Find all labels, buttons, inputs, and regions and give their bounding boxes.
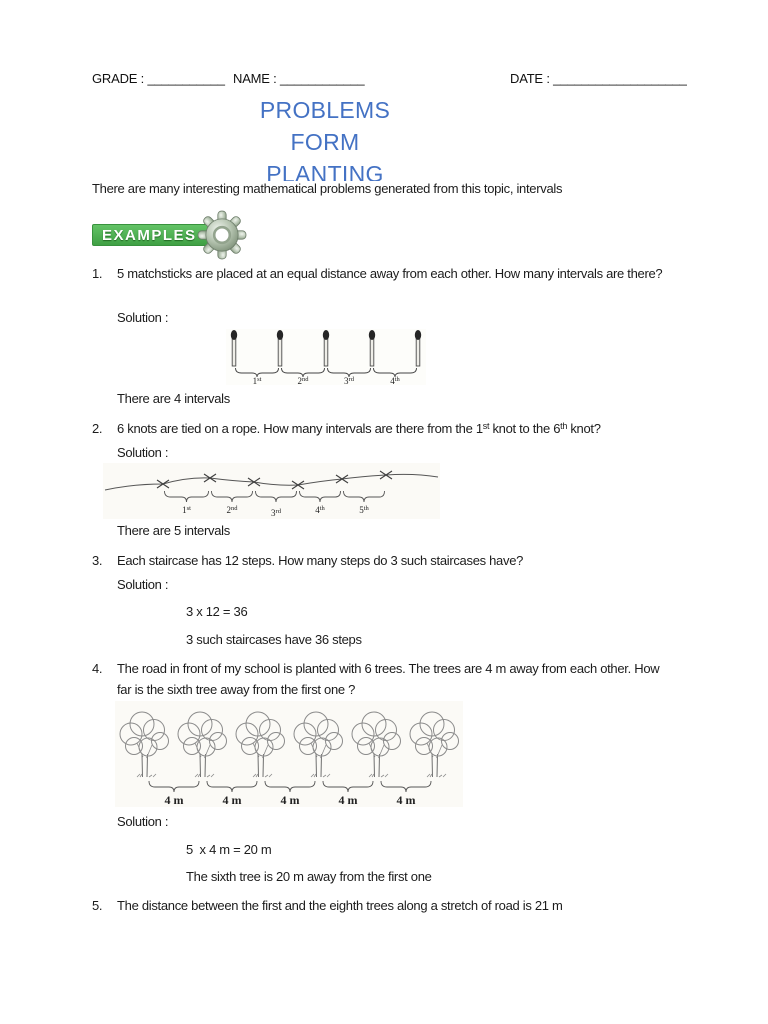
solution-work: 5 x 4 m = 20 m <box>186 842 272 857</box>
intro-text: There are many interesting mathematical problems generated from this topic, intervals <box>92 181 563 196</box>
problem-1-text: 5 matchsticks are placed at an equal distance away from each other. How many intervals are there? <box>117 266 663 281</box>
problem-4 <box>92 658 665 700</box>
gear-icon <box>197 210 247 260</box>
interval-label: 4th <box>315 505 325 515</box>
interval-label: 2nd <box>297 376 309 385</box>
matchstick-icon <box>277 330 283 366</box>
problem-4-text: The road in front of my school is planted with 6 trees. The trees are 4 m away from each other. How far is the sixth tree away from the first one ? <box>117 661 660 697</box>
problem-3-solution-label: Solution : <box>117 577 169 592</box>
tree-icon <box>294 712 343 777</box>
problem-1-solution-label: Solution : <box>117 310 169 325</box>
interval-label: 1st <box>182 505 191 515</box>
tree-icon <box>410 712 459 777</box>
title-line-1: PROBLEMS <box>259 97 391 123</box>
problem-1 <box>92 263 665 284</box>
problem-4-number: 4. <box>92 661 103 676</box>
interval-label: 3rd <box>271 508 281 518</box>
answer-text: The sixth tree is 20 m away from the first one <box>186 869 432 884</box>
distance-label: 4 m <box>280 793 300 807</box>
tree-icon <box>352 712 401 777</box>
rope-figure <box>103 463 440 519</box>
matchstick-icon <box>231 330 237 366</box>
matchstick-icon <box>415 330 421 366</box>
problem-2-number: 2. <box>92 421 103 436</box>
interval-label: 4th <box>390 376 400 385</box>
distance-label: 4 m <box>338 793 358 807</box>
examples-label: EXAMPLES <box>102 227 197 244</box>
grade-field: GRADE : ___________ <box>92 71 225 86</box>
interval-label: 3rd <box>344 376 354 385</box>
interval-label: 5th <box>359 505 369 515</box>
solution-work: 3 x 12 = 36 <box>186 604 248 619</box>
matchstick-icon <box>323 330 329 366</box>
page-title <box>92 94 558 181</box>
knot-icons <box>157 471 392 489</box>
interval-label: 1st <box>252 376 262 385</box>
trees-figure <box>115 701 463 807</box>
problem-2 <box>92 418 665 441</box>
interval-braces <box>149 781 431 792</box>
problem-2-text: 6 knots are tied on a rope. How many intervals are there from the 1st knot to the 6th knot? <box>117 421 601 436</box>
problem-4-solution-label: Solution : <box>117 814 169 829</box>
problem-3-text: Each staircase has 12 steps. How many steps do 3 such staircases have? <box>117 553 524 568</box>
title-line-2: FORM <box>290 129 360 155</box>
tree-icon <box>236 712 285 777</box>
matchsticks-figure <box>226 329 426 385</box>
problem-5-number: 5. <box>92 898 103 913</box>
tree-icon <box>178 712 227 777</box>
problem-3-number: 3. <box>92 553 103 568</box>
distance-label: 4 m <box>396 793 416 807</box>
title-line-3: PLANTING <box>266 161 384 181</box>
interval-label: 2nd <box>226 505 238 515</box>
matchstick-icon <box>369 330 375 366</box>
date-field: DATE : ___________________ <box>510 71 687 86</box>
interval-braces <box>165 491 385 502</box>
tree-icon <box>120 712 169 777</box>
problem-1-number: 1. <box>92 266 103 281</box>
answer-text: 3 such staircases have 36 steps <box>186 632 362 647</box>
problem-3 <box>92 550 665 571</box>
problem-2-solution-label: Solution : <box>117 445 169 460</box>
distance-label: 4 m <box>222 793 242 807</box>
answer-text: There are 4 intervals <box>117 391 230 406</box>
distance-label: 4 m <box>164 793 184 807</box>
name-field: NAME : ____________ <box>233 71 365 86</box>
problem-5 <box>92 895 665 916</box>
problem-5-text: The distance between the first and the eighth trees along a stretch of road is 21 m <box>117 898 563 913</box>
answer-text: There are 5 intervals <box>117 523 230 538</box>
